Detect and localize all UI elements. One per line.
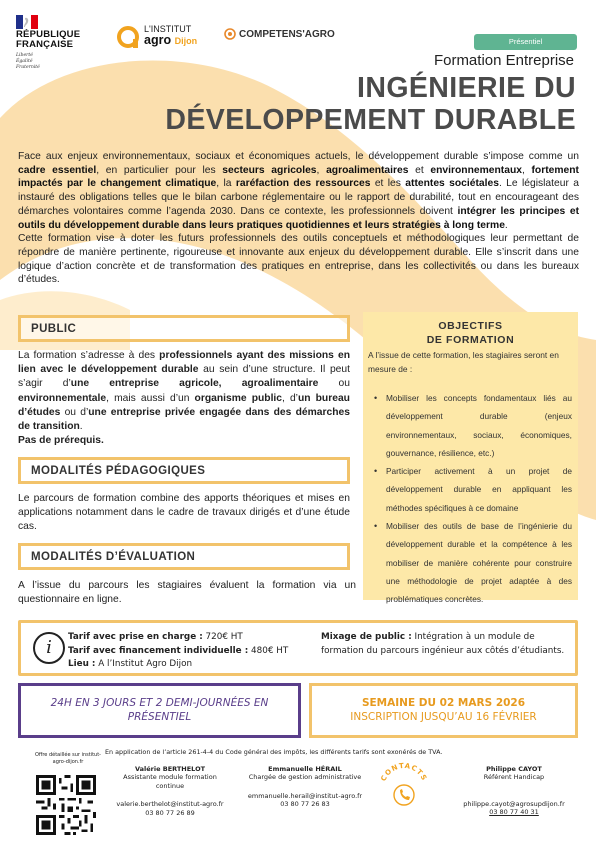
contact-phone: 03 80 77 26 83 [280,800,330,809]
objectifs-panel [363,312,578,605]
modalites-pedagogiques-heading: MODALITÉS PÉDAGOGIQUES [31,464,206,477]
marianne-flag-icon [16,14,38,28]
intro-text: Face aux enjeux environnementaux, sociaux et économiques actuels, le développement durable s’impose comme un cadre essentiel, en particulier pour les secteurs agricoles, agroalimentaires et environnementaux, fortement impactés par le changement climatique, la raréfaction des ressources et les attentes sociétales. Le législateur a instauré des obligations telles que le bilan carbone réglementaire ou le rapport de durabilité, tout en encourageant des démarches volontaires comme l’agenda 2030. Dans ce contexte, les professionnels doivent intégrer les principes et outils du développement durable dans leurs pratiques quotidiennes et leurs stratégies à long terme. Cette formation vise à doter les futurs professionnels des outils conceptuels et méthodologiques leur permettant de répondre de manière pertinente, rigoureuse et innovante aux enjeux du développement durable. Elle s’inscrit dans une logique d’action concrète et de transformation des pratiques en entreprise, dans les collectivités ou dans les bureaux d’études. [18,151,579,286]
page-subtitle: Formation Entreprise [433,52,574,69]
location: Lieu : A l’Institut Agro Dijon [68,659,193,669]
contact-email[interactable]: valerie.berthelot@institut-agro.fr [116,800,224,809]
qr-label: Offre détaillée sur institut-agro-dijon.fr [34,752,101,765]
contact-email[interactable]: philippe.cayot@agrosupdijon.fr [463,799,565,808]
phone-icon [394,785,414,805]
institut-agro-logo-icon [116,24,142,50]
objectif-item: • Mobiliser les concepts fondamentaux liés au développement durable (enjeux environnementaux, sociaux, économiques, gouvernance, résilience, etc.) [372,389,572,462]
legal-notice: En application de l’article 261-4-4 du Code général des impôts, les différents tarifs sont exonérés de TVA. [105,748,443,756]
session-date: SEMAINE DU 02 MARS 2026 [361,697,526,709]
duration-text: 24H EN 3 JOURS ET 2 DEMI-JOURNÉES EN PRÉSENTIEL [50,697,269,723]
svg-text:CONTACTS [379,762,428,782]
objectifs-heading: OBJECTIFS DE FORMATION [426,320,515,346]
rf-motto: Liberté Égalité Fraternité [16,53,40,70]
prerequisites: Pas de prérequis. [18,435,104,447]
contact-berthelot: Valérie BERTHELOT Assistante module formation continue valerie.berthelot@institut-agro.fr 03 80 77 26 89 [108,765,232,817]
modalites-pedagogiques-text: Le parcours de formation combine des apports théoriques et mises en applications notamment dans le cadre de travaux dirigés et d’une étude cas. [18,493,350,533]
price-individual: Tarif avec financement individuelle : 480€ HT [68,645,289,656]
rf-text: RÉPUBLIQUE FRANÇAISE [16,29,81,50]
public-heading: PUBLIC [31,322,77,335]
contact-email[interactable]: emmanuelle.herail@institut-agro.fr [247,791,363,800]
dates-box [309,683,578,738]
presentiel-badge: Présentiel [474,34,577,50]
institut-agro-logo [116,24,216,50]
registration-deadline: INSCRIPTION JUSQU’AU 16 FÉVRIER [350,711,537,723]
duration-box [18,683,301,738]
contact-herail: Emmanuelle HÉRAIL Chargée de gestion administrative emmanuelle.herail@institut-agro.fr 03 80 77 26 83 [240,765,370,809]
info-icon: i [33,632,65,664]
price-with-funding: Tarif avec prise en charge : 720€ HT [68,632,243,642]
qr-code-icon[interactable] [36,775,96,835]
objectif-item: • Mobiliser des outils de base de l’ingénierie du développement durable et la compétence à les mobiliser de manière cohérente pour construire une méthodologie de projet adaptée à des problématiques concrètes. [372,517,572,608]
pricing-box [18,620,578,676]
competens-agro-logo-icon [224,28,236,40]
contacts-label: CONTACTS [379,762,429,783]
public-mix: Mixage de public : Intégration à un module de formation du parcours ingénieur aux côtés d’étudiants. [321,632,565,656]
competens-label: COMPETENS'AGRO [239,28,335,40]
page-title: INGÉNIERIE DU DÉVELOPPEMENT DURABLE [165,72,576,136]
pricing-lines [68,631,288,672]
contact-cayot: Philippe CAYOT Référent Handicap philippe.cayot@agrosupdijon.fr 03 80 77 40 31 [452,765,576,817]
contact-phone: 03 80 77 40 31 [489,808,539,817]
modalites-evaluation-heading-box [18,543,350,570]
public-text: La formation s’adresse à des professionnels ayant des missions en lien avec le développement durable au sein d’une structure. Il peut s’agir d’une entreprise agricole, agroalimentaire ou environnementale, mais aussi d’un organisme public, d’un bureau d’études ou d’une entreprise privée engagée dans des démarches de transition. Pas de prérequis. [18,350,350,447]
institut-label: L'INSTITUT [144,24,192,34]
contacts-badge [376,762,432,810]
modalites-evaluation-text: A l’issue du parcours les stagiaires évaluent la formation via un questionnaire en ligne. [18,580,356,606]
objectif-item: • Participer activement à un projet de développement durable en appliquant les méthodes spécifiques à ce domaine [372,462,572,517]
public-heading-box [18,315,350,342]
objectifs-intro: A l’issue de cette formation, les stagiaires seront en mesure de : [368,350,559,374]
modalites-evaluation-heading: MODALITÉS D’ÉVALUATION [31,550,196,563]
modalites-pedagogiques-heading-box [18,457,350,484]
institut-agro-label: agro Dijon [144,33,198,47]
objectifs-list [372,389,572,609]
republique-francaise-logo [16,14,106,71]
contact-phone: 03 80 77 26 89 [145,808,195,817]
competens-agro-logo [224,28,335,40]
